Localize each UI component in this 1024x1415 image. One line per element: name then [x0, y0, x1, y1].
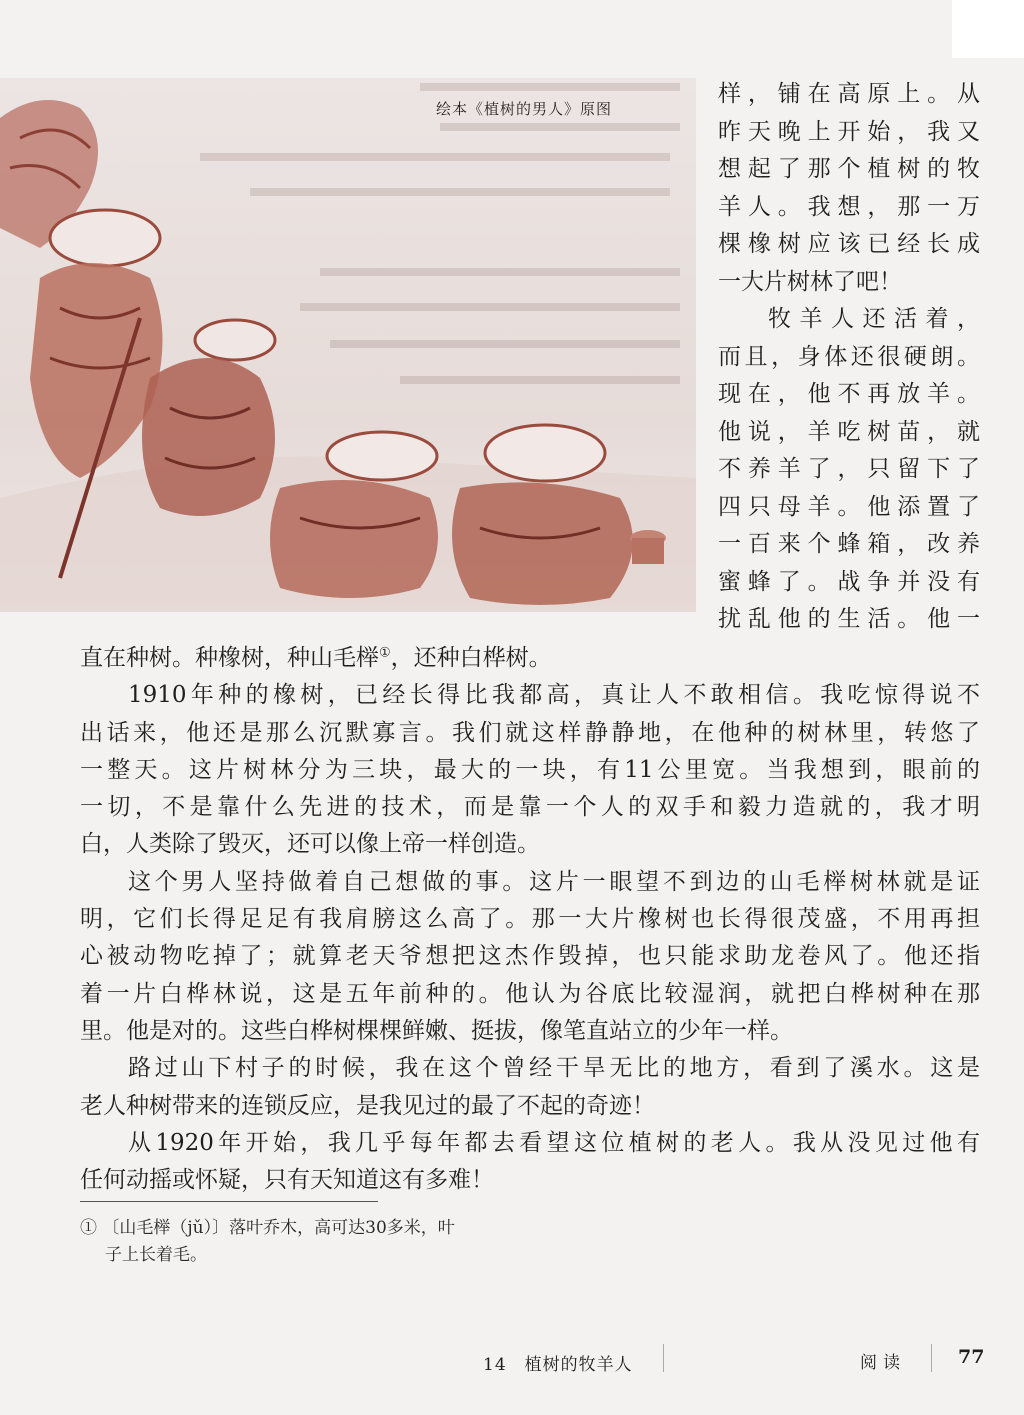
body-line: 一整天。这片树林分为三块，最大的一块，有11公里宽。当我想到，眼前的 [80, 756, 980, 783]
body-line: 明，它们长得足足有我肩膀这么高了。那一大片橡树也长得很茂盛，不用再担 [80, 906, 980, 933]
page-number: 77 [958, 1346, 985, 1368]
body-line: 任何动摇或怀疑，只有天知道这有多难！ [80, 1167, 494, 1194]
illustration-caption: 绘本《植树的男人》原图 [436, 100, 613, 118]
scan-corner [952, 0, 1024, 58]
footnote-marker[interactable]: ① [379, 645, 391, 661]
side-line: 想起了那个植树的牧 [718, 156, 980, 182]
side-line: 棵橡树应该已经长成 [718, 231, 980, 257]
footnote-line: ① 〔山毛榉（jǔ）〕落叶乔木，高可达30多米，叶 [80, 1218, 455, 1238]
body-line: 1910年种的橡树，已经长得比我都高，真让人不敢相信。我吃惊得说不 [128, 682, 980, 709]
body-line: 白，人类除了毁灭，还可以像上帝一样创造。 [80, 831, 540, 858]
side-line: 样，铺在高原上。从 [718, 81, 980, 107]
sketch-drawing [0, 78, 696, 612]
lesson-title: 14 植树的牧羊人 [483, 1355, 633, 1375]
body-line: 出话来，他还是那么沉默寡言。我们就这样静静地，在他种的树林里，转悠了 [80, 719, 980, 746]
body-line: 老人种树带来的连锁反应，是我见过的最了不起的奇迹！ [80, 1092, 655, 1119]
side-line: 一百来个蜂箱，改养 [718, 531, 980, 557]
body-line: 里。他是对的。这些白桦树棵棵鲜嫩、挺拔，像笔直站立的少年一样。 [80, 1017, 793, 1044]
side-line: 现在，他不再放羊。 [718, 381, 980, 407]
page-footer [0, 1340, 1024, 1380]
side-line: 一大片树林了吧！ [718, 268, 902, 295]
body-text [80, 640, 980, 1199]
side-line: 他说，羊吃树苗，就 [718, 418, 980, 445]
side-line: 四只母羊。他添置了 [718, 493, 980, 520]
footnote-line: 子上长着毛。 [105, 1245, 207, 1265]
body-line: 路过山下村子的时候，我在这个曾经干旱无比的地方，看到了溪水。这是 [128, 1055, 980, 1082]
footnote-divider [80, 1201, 378, 1202]
illustration [0, 78, 696, 612]
side-line: 牧羊人还活着， [768, 306, 980, 332]
body-line-text: 直在种树。种橡树，种山毛榉 [80, 645, 379, 671]
body-line: 一切，不是靠什么先进的技术，而是靠一个人的双手和毅力造就的，我才明 [80, 794, 980, 821]
side-line: 而且，身体还很硬朗。 [718, 343, 980, 370]
body-line: 从1920年开始，我几乎每年都去看望这位植树的老人。我从没见过他有 [128, 1129, 980, 1156]
side-line: 扰乱他的生活。他一 [718, 606, 980, 632]
body-line: 心被动物吃掉了；就算老天爷想把这杰作毁掉，也只能求助龙卷风了。他还指 [80, 943, 980, 970]
footer-divider [931, 1344, 932, 1372]
body-line-text: ，还种白桦树。 [390, 645, 552, 671]
section-label: 阅读 [860, 1353, 906, 1373]
footnote [80, 1215, 520, 1269]
side-column-text [718, 76, 980, 639]
body-line: 这个男人坚持做着自己想做的事。这片一眼望不到边的山毛榉树林就是证 [128, 868, 980, 895]
side-line: 羊人。我想，那一万 [718, 193, 980, 220]
footer-divider [663, 1344, 664, 1372]
side-line: 昨天晚上开始，我又 [718, 118, 980, 145]
body-line: 着一片白桦林说，这是五年前种的。他认为谷底比较湿润，就把白桦树种在那 [80, 980, 980, 1007]
side-line: 不养羊了，只留下了 [718, 456, 980, 482]
side-line: 蜜蜂了。战争并没有 [718, 568, 980, 595]
body-line [80, 640, 980, 677]
